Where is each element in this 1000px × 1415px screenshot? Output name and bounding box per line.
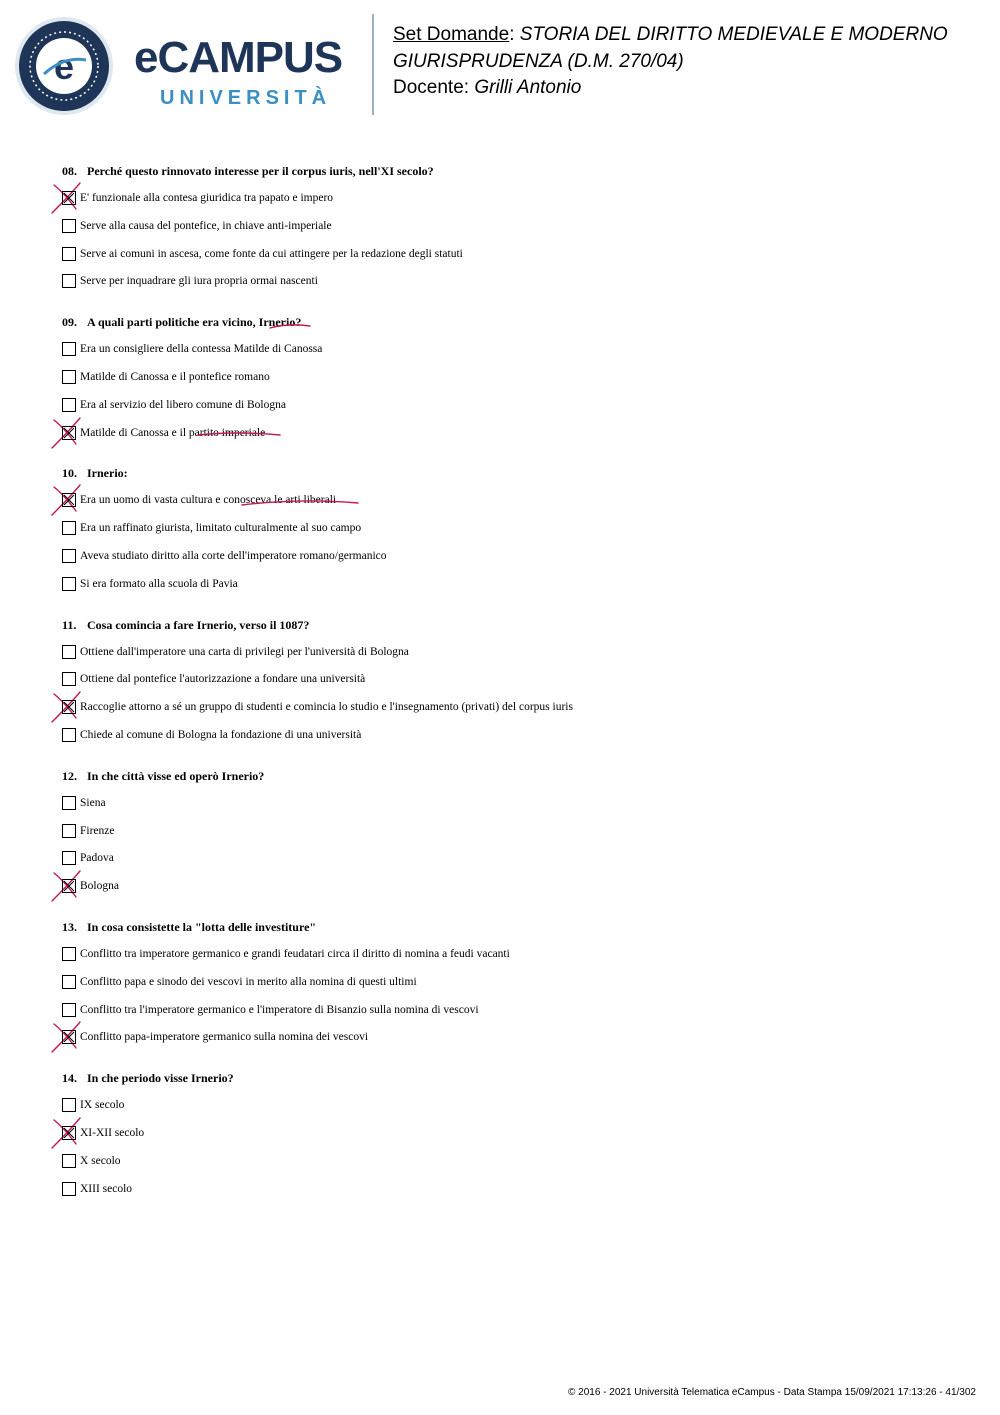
checkbox[interactable] bbox=[62, 851, 76, 865]
question-text: Irnerio: bbox=[87, 466, 128, 481]
option-label: Aveva studiato diritto alla corte dell'imperatore romano/germanico bbox=[80, 549, 387, 562]
checkbox-checked[interactable] bbox=[62, 493, 76, 507]
question-text: Perché questo rinnovato interesse per il corpus iuris, nell'XI secolo? bbox=[87, 164, 434, 178]
teacher-name: Grilli Antonio bbox=[474, 77, 582, 98]
header-divider bbox=[372, 14, 374, 115]
answer-option[interactable] bbox=[62, 369, 962, 385]
answer-option[interactable] bbox=[62, 425, 962, 441]
option-label: Conflitto papa-imperatore germanico sulla nomina dei vescovi bbox=[80, 1031, 369, 1044]
check-x-icon bbox=[63, 880, 75, 892]
option-label: Firenze bbox=[80, 824, 115, 837]
checkbox[interactable] bbox=[62, 796, 76, 810]
answer-option[interactable] bbox=[62, 644, 962, 660]
option-label: IX secolo bbox=[80, 1099, 125, 1112]
checkbox[interactable] bbox=[62, 824, 76, 838]
option-label: Bologna bbox=[80, 880, 119, 893]
question-number: 11. bbox=[62, 617, 77, 632]
checkbox-checked[interactable] bbox=[62, 700, 76, 714]
question-title bbox=[62, 617, 309, 633]
answer-option[interactable] bbox=[62, 246, 962, 262]
answer-option[interactable] bbox=[62, 273, 962, 289]
option-label: Ottiene dal pontefice l'autorizzazione a fondare una università bbox=[80, 673, 366, 686]
checkbox[interactable] bbox=[62, 728, 76, 742]
checkbox[interactable] bbox=[62, 247, 76, 261]
page-footer: © 2016 - 2021 Università Telematica eCampus - Data Stampa 15/09/2021 17:13:26 - 41/302 bbox=[568, 1387, 976, 1398]
option-label: Serve per inquadrare gli iura propria ormai nascenti bbox=[80, 275, 318, 288]
option-label: Matilde di Canossa e il pontefice romano bbox=[80, 370, 270, 383]
teacher-line: Docente: Grilli Antonio bbox=[393, 77, 582, 98]
answer-option[interactable] bbox=[62, 190, 962, 206]
answer-option[interactable] bbox=[62, 492, 962, 508]
option-label: Conflitto tra imperatore germanico e grandi feudatari circa il diritto di nomina a feudi vacanti bbox=[80, 948, 510, 960]
brand-name: eCAMPUS bbox=[134, 33, 343, 82]
header-info bbox=[393, 22, 993, 102]
checkbox[interactable] bbox=[62, 1154, 76, 1168]
answer-option[interactable] bbox=[62, 576, 962, 592]
checkbox[interactable] bbox=[62, 645, 76, 659]
answer-option[interactable] bbox=[62, 1097, 962, 1113]
answer-option[interactable] bbox=[62, 727, 962, 743]
checkbox[interactable] bbox=[62, 398, 76, 412]
question-text: A quali parti politiche era vicino, Irnerio? bbox=[87, 315, 302, 330]
option-label: Chiede al comune di Bologna la fondazione di una università bbox=[80, 728, 362, 741]
question-number: 12. bbox=[62, 768, 77, 783]
brand-subtitle: UNIVERSITÀ bbox=[160, 87, 332, 109]
checkbox-checked[interactable] bbox=[62, 1030, 76, 1044]
option-label: Era al servizio del libero comune di Bologna bbox=[80, 398, 286, 411]
option-label: Ottiene dall'imperatore una carta di privilegi per l'università di Bologna bbox=[80, 645, 409, 658]
option-label: Padova bbox=[80, 852, 114, 865]
check-x-icon bbox=[63, 1031, 75, 1043]
check-x-icon bbox=[63, 1127, 75, 1139]
question-number: 10. bbox=[62, 466, 77, 481]
answer-option[interactable] bbox=[62, 520, 962, 536]
question-text: In cosa consistette la "lotta delle investiture" bbox=[87, 920, 317, 934]
svg-text:e: e bbox=[53, 46, 75, 87]
question-title bbox=[62, 1070, 234, 1086]
answer-option[interactable] bbox=[62, 548, 962, 564]
course-title: STORIA DEL DIRITTO MEDIEVALE E MODERNO bbox=[519, 24, 948, 45]
question-text: In che periodo visse Irnerio? bbox=[87, 1071, 234, 1086]
question-title bbox=[62, 163, 434, 179]
answer-option[interactable] bbox=[62, 974, 962, 990]
answer-option[interactable] bbox=[62, 218, 962, 234]
question-title bbox=[62, 314, 301, 330]
checkbox[interactable] bbox=[62, 521, 76, 535]
answer-option[interactable] bbox=[62, 823, 962, 839]
course-line-1: Set Domande: STORIA DEL DIRITTO MEDIEVALE E MODERNO bbox=[393, 24, 948, 45]
answer-option[interactable] bbox=[62, 850, 962, 866]
answer-option[interactable] bbox=[62, 878, 962, 894]
checkbox[interactable] bbox=[62, 947, 76, 961]
checkbox[interactable] bbox=[62, 1182, 76, 1196]
question-number: 13. bbox=[62, 920, 77, 934]
option-label: Raccoglie attorno a sé un gruppo di studenti e comincia lo studio e l'insegnamento (privati) del corpus iuris bbox=[80, 701, 573, 714]
checkbox-checked[interactable] bbox=[62, 426, 76, 440]
option-label: XI-XII secolo bbox=[80, 1126, 145, 1139]
answer-option[interactable] bbox=[62, 699, 962, 715]
question-text: In che città visse ed operò Irnerio? bbox=[87, 768, 265, 783]
checkbox-checked[interactable] bbox=[62, 191, 76, 205]
checkbox[interactable] bbox=[62, 219, 76, 233]
option-label: Era un raffinato giurista, limitato culturalmente al suo campo bbox=[80, 522, 362, 535]
question-text: Cosa comincia a fare Irnerio, verso il 1087? bbox=[87, 617, 310, 632]
option-label: Era un consigliere della contessa Matilde di Canossa bbox=[80, 343, 323, 356]
checkbox[interactable] bbox=[62, 672, 76, 686]
option-label: X secolo bbox=[80, 1154, 121, 1167]
option-label: Si era formato alla scuola di Pavia bbox=[80, 577, 238, 590]
option-label: Serve alla causa del pontefice, in chiave anti-imperiale bbox=[80, 219, 332, 232]
answer-option[interactable] bbox=[62, 1153, 962, 1169]
option-label: Serve ai comuni in ascesa, come fonte da cui attingere per la redazione degli statuti bbox=[80, 247, 463, 260]
answer-option[interactable] bbox=[62, 1125, 962, 1141]
checkbox[interactable] bbox=[62, 274, 76, 288]
answer-option[interactable] bbox=[62, 397, 962, 413]
ecampus-logo bbox=[14, 16, 114, 116]
option-label: E' funzionale alla contesa giuridica tra papato e impero bbox=[80, 192, 334, 204]
answer-option[interactable] bbox=[62, 671, 962, 687]
checkbox[interactable] bbox=[62, 549, 76, 563]
answer-option[interactable] bbox=[62, 1029, 962, 1045]
checkbox-checked[interactable] bbox=[62, 1126, 76, 1140]
checkbox[interactable] bbox=[62, 1098, 76, 1112]
option-label: Conflitto papa e sinodo dei vescovi in merito alla nomina di questi ultimi bbox=[80, 975, 417, 988]
answer-option[interactable] bbox=[62, 946, 962, 962]
answer-option[interactable] bbox=[62, 341, 962, 357]
course-degree: GIURISPRUDENZA (D.M. 270/04) bbox=[393, 50, 684, 72]
question-title bbox=[62, 465, 128, 481]
option-label: XIII secolo bbox=[80, 1182, 133, 1195]
option-label: Matilde di Canossa e il partito imperiale bbox=[80, 426, 266, 439]
checkbox-checked[interactable] bbox=[62, 879, 76, 893]
checkbox[interactable] bbox=[62, 370, 76, 384]
answer-option[interactable] bbox=[62, 1002, 962, 1018]
checkbox[interactable] bbox=[62, 342, 76, 356]
option-label: Era un uomo di vasta cultura e conosceva le arti liberali bbox=[80, 494, 337, 507]
question-title bbox=[62, 919, 316, 935]
course-line-2 bbox=[393, 49, 993, 76]
set-label: Set Domande bbox=[393, 24, 510, 45]
checkbox[interactable] bbox=[62, 975, 76, 989]
checkbox[interactable] bbox=[62, 577, 76, 591]
question-number: 08. bbox=[62, 164, 77, 178]
question-number: 14. bbox=[62, 1071, 77, 1086]
check-x-icon bbox=[63, 427, 75, 439]
option-label: Siena bbox=[80, 796, 106, 809]
question-number: 09. bbox=[62, 315, 77, 330]
question-title bbox=[62, 768, 264, 784]
answer-option[interactable] bbox=[62, 795, 962, 811]
check-x-icon bbox=[63, 701, 75, 713]
answer-option[interactable] bbox=[62, 1181, 962, 1197]
option-label: Conflitto tra l'imperatore germanico e l'imperatore di Bisanzio sulla nomina di vescovi bbox=[80, 1003, 479, 1016]
check-x-icon bbox=[63, 192, 75, 204]
check-x-icon bbox=[63, 494, 75, 506]
teacher-label: Docente bbox=[393, 77, 464, 98]
checkbox[interactable] bbox=[62, 1003, 76, 1017]
